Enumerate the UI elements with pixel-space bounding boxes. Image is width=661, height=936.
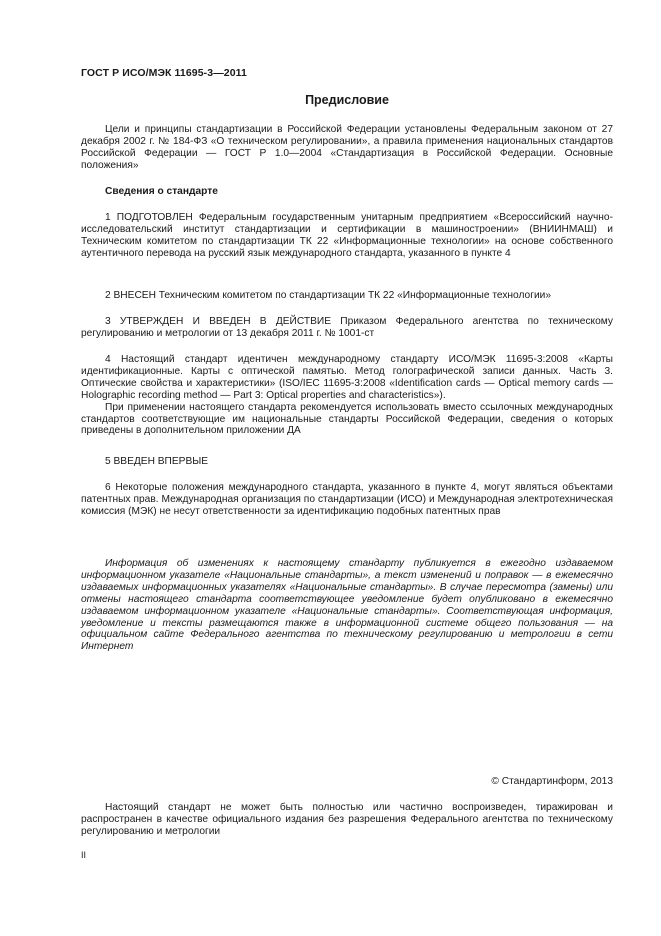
item-5-paragraph: 5 ВВЕДЕН ВПЕРВЫЕ [105, 456, 209, 467]
item-3-paragraph: 3 УТВЕРЖДЕН И ВВЕДЕН В ДЕЙСТВИЕ Приказом Федерального агентства по техническому регулированию и метрологии от 13 декабря 2011 г. № 1001-ст [81, 316, 613, 339]
reproduction-notice: Настоящий стандарт не может быть полностью или частично воспроизведен, тиражирован и распространен в качестве официального издания без разрешения Федерального агентства по техническому регулированию и метрологии [81, 802, 613, 837]
item-6-paragraph: 6 Некоторые положения международного стандарта, указанного в пункте 4, могут являться объектами патентных прав. Международная организация по стандартизации (ИСО) и Международная электротехническая комиссия (МЭК) не несут ответственности за идентификацию подобных патентных прав [81, 482, 613, 517]
item-4-paragraph: 4 Настоящий стандарт идентичен международному стандарту ИСО/МЭК 11695-3:2008 «Карты идентификационные. Карты с оптической памятью. Метод голографической записи данных. Часть 3. Оптические свойства и характеристики» (ISO/IEC 11695-3:2008 «Identification cards — Optical memory cards — Holographic recording method — Part 3: Optical properties and characteristics»). [81, 354, 613, 401]
document-code-header: ГОСТ Р ИСО/МЭК 11695-3—2011 [81, 67, 247, 79]
info-heading: Сведения о стандарте [105, 186, 218, 197]
item-1-paragraph: 1 ПОДГОТОВЛЕН Федеральным государственным унитарным предприятием «Всероссийский научно-исследовательский институт стандартизации и сертификации в машиностроении» (ВНИИНМАШ) и Техническим комитетом по стандартизации ТК 22 «Информационные технологии» на основе собственного аутентичного перевода на русский язык международного стандарта, указанного в пункте 4 [81, 212, 613, 259]
page-number: II [81, 850, 87, 860]
copyright-line: © Стандартинформ, 2013 [491, 776, 613, 787]
item-4-section [81, 354, 613, 437]
change-notice-paragraph: Информация об изменениях к настоящему стандарту публикуется в ежегодно издаваемом информационном указателе «Национальные стандарты», а текст изменений и поправок — в ежемесячно издаваемых информационных указателях «Национальные стандарты». В случае пересмотра (замены) или отмены настоящего стандарта соответствующее уведомление будет опубликовано в ежемесячно издаваемом информационном указателе «Национальные стандарты». Соответствующая информация, уведомление и тексты размещаются также в информационной системе общего пользования — на официальном сайте Федерального агентства по техническому регулированию и метрологии в сети Интернет [81, 558, 613, 653]
intro-paragraph: Цели и принципы стандартизации в Российской Федерации установлены Федеральным законом от 27 декабря 2002 г. № 184-ФЗ «О техническом регулировании», а правила применения национальных стандартов Российской Федерации — ГОСТ Р 1.0—2004 «Стандартизация в Российской Федерации. Основные положения» [81, 124, 613, 171]
item-2-paragraph: 2 ВНЕСЕН Техническим комитетом по стандартизации ТК 22 «Информационные технологии» [105, 290, 551, 301]
page-title: Предисловие [305, 93, 389, 107]
item-4-note-paragraph: При применении настоящего стандарта рекомендуется использовать вместо ссылочных международных стандартов соответствующие им национальные стандарты Российской Федерации, сведения о которых приведены в дополнительном приложении ДА [81, 401, 613, 437]
